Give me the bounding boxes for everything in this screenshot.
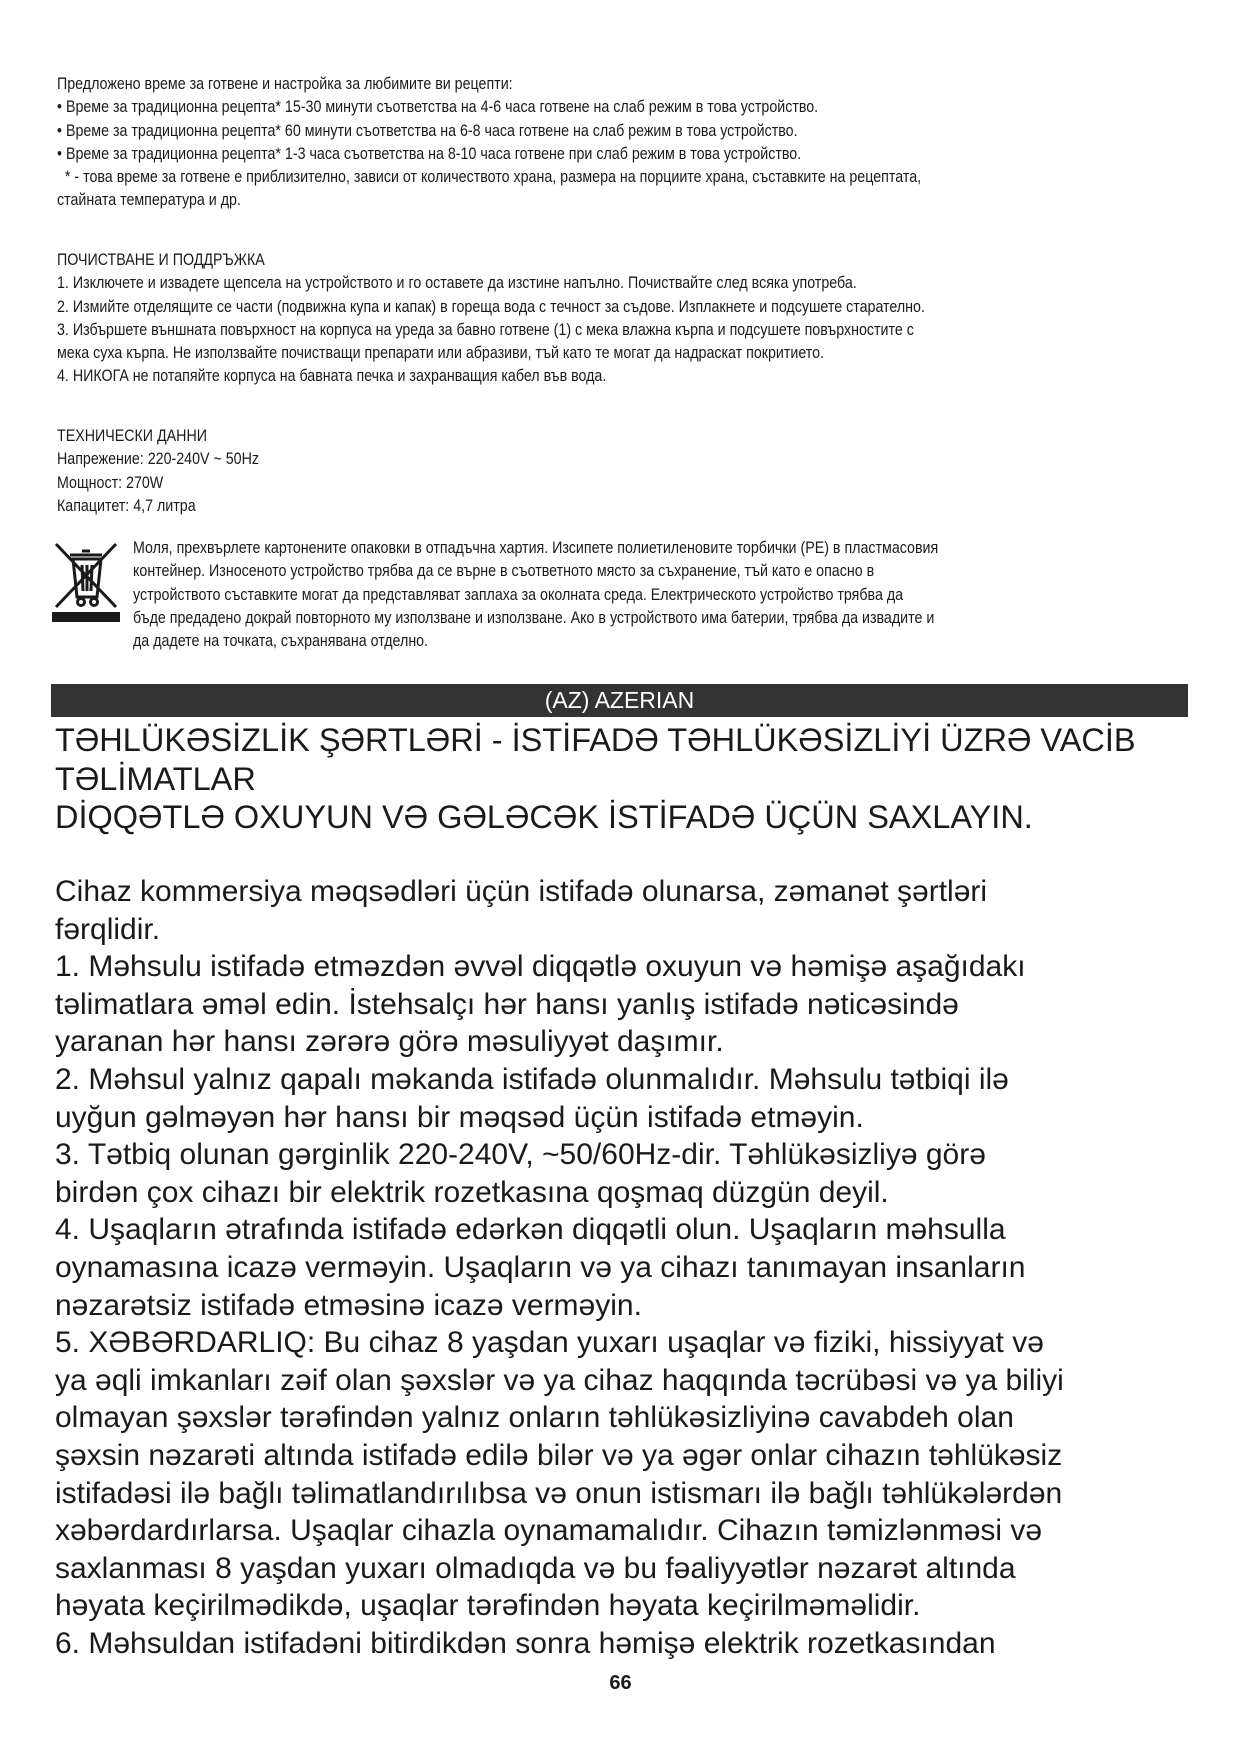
technical-data-section [57,425,259,518]
cooking-time-footnote: стайната температура и др. [57,191,241,210]
instruction-line: nəzarətsiz istifadə etməsinə icazə verməyin. [55,1288,642,1322]
safety-instructions [55,873,1064,1662]
cleaning-section [57,249,925,389]
recycling-line: Моля, прехвърлете картонените опаковки в отпадъчна хартия. Изсипете полиетиленовите торбички (PE) в пластмасовия [133,539,939,557]
instruction-line: birdən çox cihazı bir elektrik rozetkasına qoşmaq düzgün deyil. [55,1175,889,1209]
cooking-time-item: • Време за традиционна рецепта* 1-3 часа съответства на 8-10 часа готвене при слаб режим в това устройство. [57,144,802,163]
safety-heading-line: TƏLİMATLAR [55,760,256,797]
safety-heading-line: TƏHLÜKƏSİZLİK ŞƏRTLƏRİ - İSTİFADƏ TƏHLÜKƏSİZLİYİ ÜZRƏ VACİB [55,722,1136,758]
instruction-line: həyata keçirilmədikdə, uşaqlar tərəfindən həyata keçirilməməlidir. [55,1589,921,1623]
cleaning-title: ПОЧИСТВАНЕ И ПОДДРЪЖКА [57,251,265,269]
power-spec: Мощност: 270W [57,473,164,492]
instruction-line: 2. Məhsul yalnız qapalı məkanda istifadə olunmalıdır. Məhsulu tətbiqi ilə [55,1062,1009,1096]
instruction-line: istifadəsi ilə bağlı təlimatlandırılıbsa və onun istismarı ilə bağlı təhlükələrdən [55,1476,1063,1510]
cooking-time-item: • Време за традиционна рецепта* 60 минути съответства на 6-8 часа готвене на слаб режим в това устройство. [57,121,798,140]
cleaning-item: 1. Изключете и извадете щепсела на устройството и го оставете да изстине напълно. Почиствайте след всяка употреба. [57,274,857,293]
recycling-line: контейнер. Износеното устройство трябва да се върне в съответното място за съхранение, тъй като е опасно в [133,562,875,581]
instruction-line: 4. Uşaqların ətrafında istifadə edərkən diqqətli olun. Uşaqların məhsulla [55,1213,1006,1247]
cooking-time-item: • Време за традиционна рецепта* 15-30 минути съответства на 4-6 часа готвене на слаб режим в това устройство. [57,98,819,117]
safety-heading-line: DİQQƏTLƏ OXUYUN VƏ GƏLƏCƏK İSTİFADƏ ÜÇÜN SAXLAYIN. [55,799,1033,835]
recycling-line: устройството съставките могат да представляват заплаха за околната среда. Електрическото устройство трябва да [133,585,904,604]
cooking-time-footnote: * - това време за готвене е приблизително, зависи от количеството храна, размера на порциите храна, съставките на рецептата, [57,168,922,187]
instruction-line: uyğun gəlməyən hər hansı bir məqsəd üçün istifadə etməyin. [55,1100,864,1134]
instruction-line: xəbərdardırlarsa. Uşaqlar cihazla oynamamalıdır. Cihazın təmizlənməsi və [55,1514,1043,1548]
recycling-note [133,537,938,653]
instruction-line: Cihaz kommersiya məqsədləri üçün istifadə olunarsa, zəmanət şərtləri [55,875,988,908]
cleaning-item: 4. НИКОГА не потапяйте корпуса на бавната печка и захранващия кабел във вода. [57,367,607,386]
cleaning-item: 3. Избършете външната повърхност на корпуса на уреда за бавно готвене (1) с мека влажна кърпа и подсушете повърхностите с [57,320,914,339]
instruction-line: 6. Məhsuldan istifadəni bitirdikdən sonra həmişə elektrik rozetkasından [55,1626,996,1660]
instruction-line: 5. XƏBƏRDARLIQ: Bu cihaz 8 yaşdan yuxarı uşaqlar və fiziki, hissiyyat və [55,1326,1044,1360]
capacity-spec: Капацитет: 4,7 литра [57,496,196,515]
cleaning-item: мека суха кърпа. Не използвайте почистващи препарати или абразиви, тъй като те могат да надраскат покритието. [57,344,825,363]
page-number: 66 [609,1672,632,1694]
voltage-spec: Напрежение: 220-240V ~ 50Hz [57,450,260,469]
instruction-line: şəxsin nəzarəti altında istifadə edilə bilər və ya əgər onlar cihazın təhlükəsiz [55,1438,1063,1472]
instruction-line: 3. Tətbiq olunan gərginlik 220-240V, ~50/60Hz-dir. Təhlükəsizliyə görə [55,1138,986,1172]
language-section-bar: (AZ) AZERIAN [51,684,1188,717]
cooking-times-title: Предложено време за готвене и настройка за любимите ви рецепти: [57,75,513,93]
instruction-line: yaranan hər hansı zərərə görə məsuliyyət daşımır. [55,1025,724,1059]
instruction-line: fərqlidir. [55,912,161,946]
safety-heading [55,721,1136,837]
instruction-line: təlimatlara əməl edin. İstehsalçı hər hansı yanlış istifadə nəticəsində [55,987,959,1021]
recycling-line: бъде предадено докрай повторното му използване и използване. Ако в устройството има батерии, трябва да извадите и [133,608,935,627]
crossed-out-wheelie-bin-icon [52,541,124,623]
instruction-line: 1. Məhsulu istifadə etməzdən əvvəl diqqətlə oxuyun və həmişə aşağıdakı [55,950,1026,984]
instruction-line: ya əqli imkanları zəif olan şəxslər və ya cihaz haqqında təcrübəsi və ya biliyi [55,1363,1064,1397]
cleaning-item: 2. Измийте отделящите се части (подвижна купа и капак) в гореща вода с течност за съдове. Изплакнете и подсушете старателно. [57,297,925,316]
instruction-line: oynamasına icazə verməyin. Uşaqların və ya cihazı tanımayan insanların [55,1250,1026,1284]
recycling-line: да дадете на точката, съхранявана отделно. [133,632,429,651]
technical-data-title: ТЕХНИЧЕСКИ ДАННИ [57,427,207,445]
cooking-times-section [57,73,921,213]
instruction-line: olmayan şəxslər tərəfindən yalnız onların təhlükəsizliyinə cavabdeh olan [55,1401,1014,1435]
instruction-line: saxlanması 8 yaşdan yuxarı olmadıqda və bu fəaliyyətlər nəzarət altında [55,1551,1016,1585]
